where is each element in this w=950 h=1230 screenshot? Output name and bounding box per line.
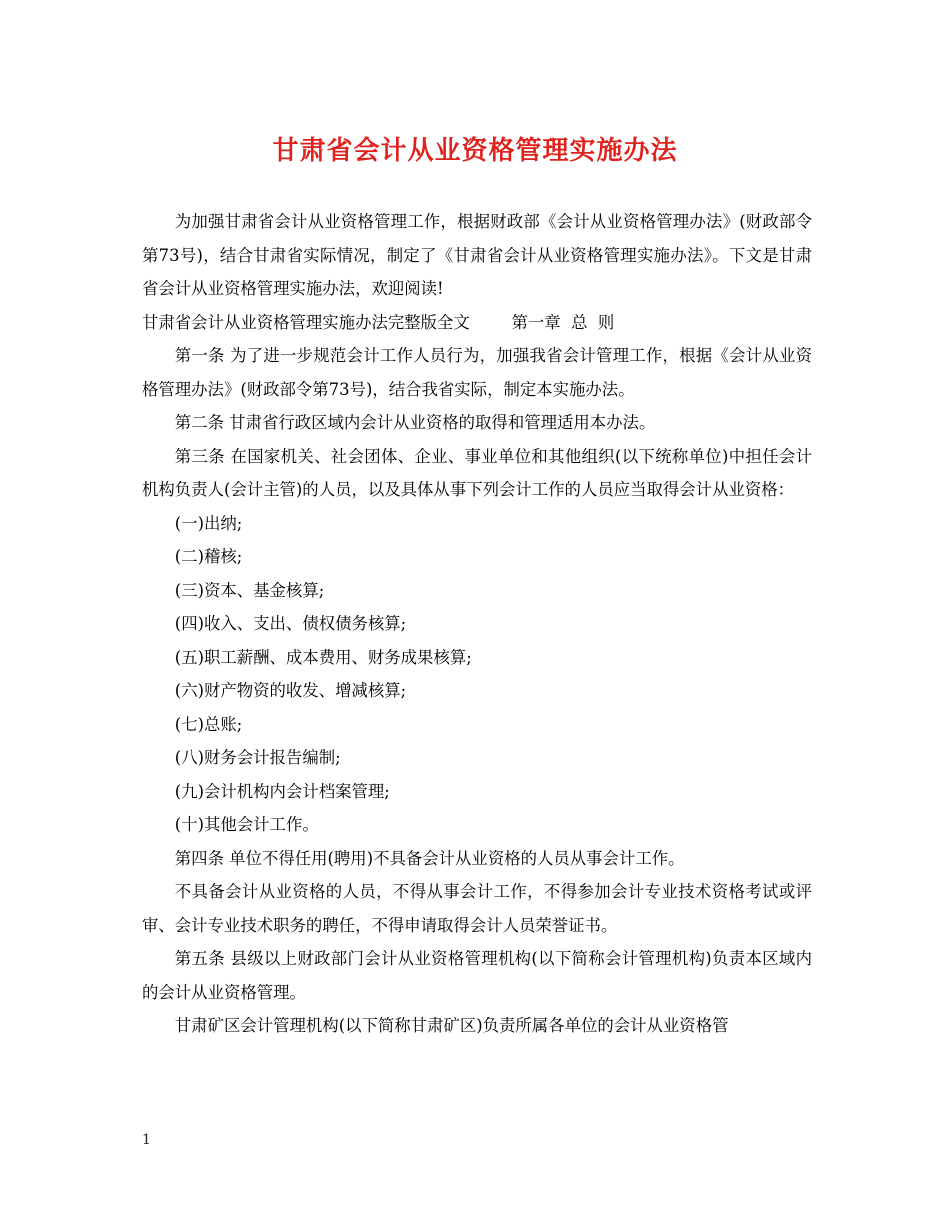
article-5-paragraph-2: 甘肃矿区会计管理机构(以下简称甘肃矿区)负责所属各单位的会计从业资格管 <box>174 1016 729 1035</box>
list-item: (六)财产物资的收发、增减核算; <box>174 681 407 700</box>
chapter-heading: 第一章 总 则 <box>511 312 615 332</box>
fulltext-heading: 甘肃省会计从业资格管理实施办法完整版全文 <box>142 312 470 332</box>
list-item: (十)其他会计工作。 <box>174 815 319 834</box>
list-item: (四)收入、支出、债权债务核算; <box>174 614 407 633</box>
article-1: 第一条 为了进一步规范会计工作人员行为，加强我省会计管理工作，根据《会计从业资格管理办法》(财政部令第73号)，结合我省实际，制定本实施办法。 <box>142 346 812 399</box>
intro-paragraph: 为加强甘肃省会计从业资格管理工作，根据财政部《会计从业资格管理办法》(财政部令第73号)，结合甘肃省实际情况，制定了《甘肃省会计从业资格管理实施办法》。下文是甘肃省会计从业资格管理实施办法，欢迎阅读! <box>142 212 812 298</box>
document-body <box>142 205 812 1043</box>
article-3: 第三条 在国家机关、社会团体、企业、事业单位和其他组织(以下统称单位)中担任会计机构负责人(会计主管)的人员，以及具体从事下列会计工作的人员应当取得会计从业资格： <box>142 446 812 499</box>
list-item: (九)会计机构内会计档案管理; <box>174 781 390 801</box>
fulltext-heading-line <box>142 306 812 340</box>
list-item: (一)出纳; <box>174 513 243 533</box>
article-4-paragraph-2: 不具备会计从业资格的人员，不得从事会计工作，不得参加会计专业技术资格考试或评审、会计专业技术职务的聘任，不得申请取得会计人员荣誉证书。 <box>142 882 812 935</box>
list-item: (二)稽核; <box>174 547 243 566</box>
document-title: 甘肃省会计从业资格管理实施办法 <box>272 136 678 166</box>
list-item: (三)资本、基金核算; <box>174 580 325 600</box>
list-item: (七)总账; <box>174 714 243 734</box>
list-item: (五)职工薪酬、成本费用、财务成果核算; <box>174 647 472 667</box>
article-2: 第二条 甘肃省行政区域内会计从业资格的取得和管理适用本办法。 <box>174 413 656 432</box>
list-item: (八)财务会计报告编制; <box>174 748 341 767</box>
article-4: 第四条 单位不得任用(聘用)不具备会计从业资格的人员从事会计工作。 <box>174 848 685 868</box>
article-5: 第五条 县级以上财政部门会计从业资格管理机构(以下简称会计管理机构)负责本区域内的会计从业资格管理。 <box>142 949 812 1002</box>
page-number: 1 <box>142 1132 151 1148</box>
